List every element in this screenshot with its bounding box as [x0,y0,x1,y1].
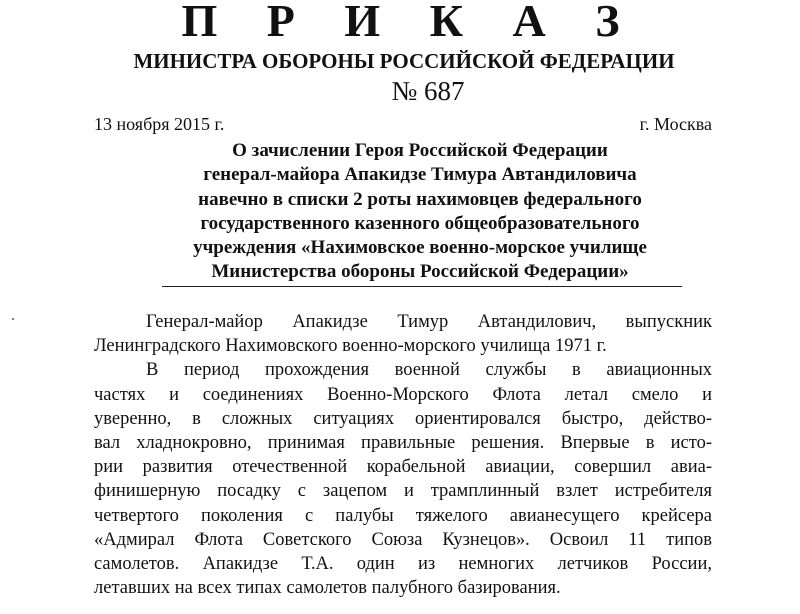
order-place: г. Москва [639,114,712,134]
body-line: Ленинградского Нахимовского военно-морского училища 1971 г. [94,336,607,357]
order-date: 13 ноября 2015 г. [94,114,225,134]
body-paragraph [94,310,712,358]
order-number: № 687 [391,76,465,106]
body-line: вал хладнокровно, принимая правильные решения. Впервые в исто- [94,433,712,454]
body-line: уверенно, в сложных ситуациях ориентировался быстро, действо- [94,408,712,429]
body-paragraph [94,358,712,600]
body-line: Генерал-майор Апакидзе Тимур Автандилович, выпускник [146,312,712,332]
body-line: частях и соединениях Военно-Морского Флота летал смело и [94,384,712,405]
body-line: летавших на всех типах самолетов палубного базирования. [94,578,561,599]
body-line: четвертого поколения с палубы тяжелого авианесущего крейсера [94,505,712,526]
heading-line: учреждения «Нахимовское военно-морское училище [193,237,647,259]
heading-line: О зачислении Героя Российской Федерации [232,140,608,161]
heading-underline [162,286,682,287]
order-heading [150,139,690,285]
heading-line: Министерства обороны Российской Федерации» [211,261,629,283]
order-body [94,310,712,600]
margin-mark [12,318,14,320]
issuing-authority: МИНИСТРА ОБОРОНЫ РОССИЙСКОЙ ФЕДЕРАЦИИ [133,49,675,73]
heading-line: навечно в списки 2 роты нахимовцев федерального [198,188,642,210]
document-title: П Р И К А З [181,0,639,46]
body-line: рии развития отечественной корабельной авиации, совершил авиа- [94,457,712,478]
body-line: «Адмирал Флота Советского Союза Кузнецов». Освоил 11 типов [94,529,712,550]
heading-line: генерал-майора Апакидзе Тимура Автандиловича [203,164,637,186]
body-line: В период прохождения военной службы в авиационных [146,360,712,381]
heading-line: государственного казенного общеобразовательного [200,212,640,234]
body-line: финишерную посадку с зацепом и трамплинный взлет истребителя [94,481,712,502]
body-line: самолетов. Апакидзе Т.А. один из немногих летчиков России, [94,554,712,575]
